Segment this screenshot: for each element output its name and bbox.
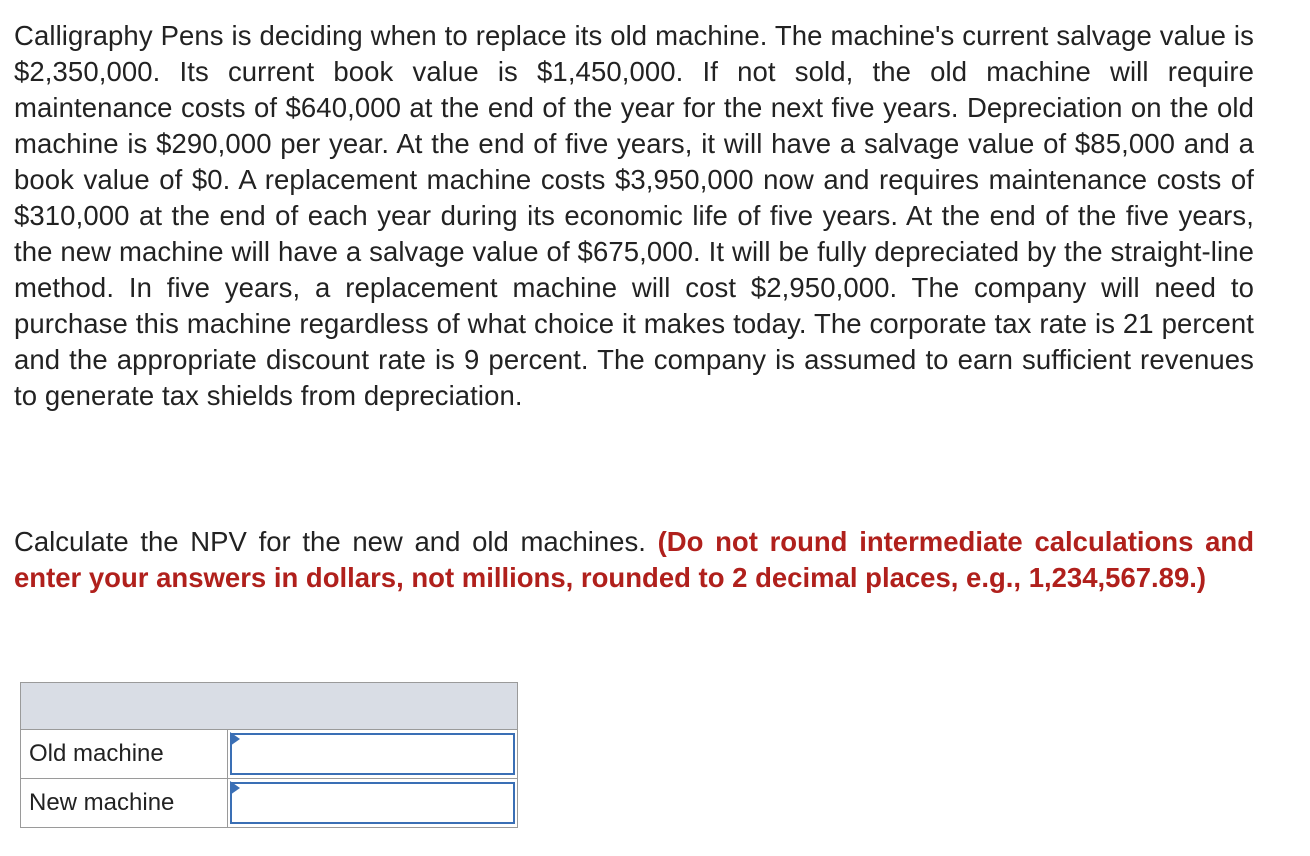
- table-row-old-machine: [21, 730, 518, 779]
- answer-table: [20, 682, 518, 828]
- instruction-text: [14, 524, 1254, 596]
- instruction-lead: Calculate the NPV for the new and old machines.: [14, 526, 658, 557]
- old-machine-label: Old machine: [21, 730, 228, 779]
- table-header: [21, 683, 518, 730]
- new-machine-npv-input[interactable]: [230, 782, 515, 824]
- input-marker-icon: [230, 781, 240, 795]
- new-machine-label: New machine: [21, 779, 228, 828]
- table-row-new-machine: [21, 779, 518, 828]
- input-marker-icon: [230, 732, 240, 746]
- table-header-row: [21, 683, 518, 730]
- old-machine-npv-input[interactable]: [230, 733, 515, 775]
- rounding-note: (Do not round intermediate calculations and enter your answers in dollars, not millions, rounded to 2 decimal places, e.g., 1,234,567.89.): [14, 526, 1254, 593]
- new-machine-input-cell: [228, 779, 518, 828]
- old-machine-input-cell: [228, 730, 518, 779]
- problem-statement: Calligraphy Pens is deciding when to replace its old machine. The machine's current salvage value is $2,350,000. Its current book value is $1,450,000. If not sold, the old machine will require maintenance costs of $640,000 at the end of the year for the next five years. Depreciation on the old machine is $290,000 per year. At the end of five years, it will have a salvage value of $85,000 and a book value of $0. A replacement machine costs $3,950,000 now and requires maintenance costs of $310,000 at the end of each year during its economic life of five years. At the end of the five years, the new machine will have a salvage value of $675,000. It will be fully depreciated by the straight-line method. In five years, a replacement machine will cost $2,950,000. The company will need to purchase this machine regardless of what choice it makes today. The corporate tax rate is 21 percent and the appropriate discount rate is 9 percent. The company is assumed to earn sufficient revenues to generate tax shields from depreciation.: [14, 20, 1254, 411]
